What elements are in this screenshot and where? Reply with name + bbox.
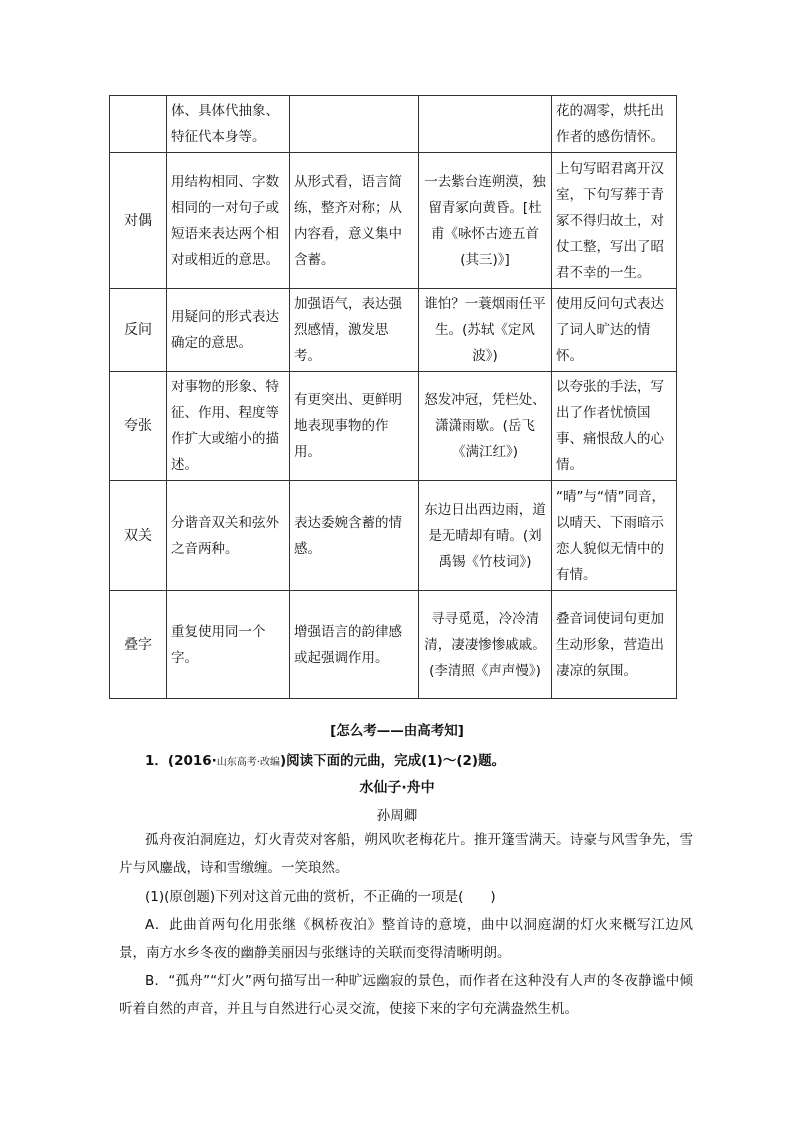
definition-cell-text: 用结构相同、字数相同的一对句子或短语来表达两个相对或相近的意思。	[171, 173, 279, 268]
definition-cell	[167, 96, 290, 153]
table-row	[110, 289, 677, 372]
option-a: A．此曲首两句化用张继《枫桥夜泊》整首诗的意境，曲中以洞庭湖的灯火来概写江边风景，南方水乡冬夜的幽静美丽因与张继诗的关联而变得清晰明朗。	[119, 917, 693, 961]
device-name-cell	[110, 153, 167, 289]
device-name-cell	[110, 481, 167, 591]
sub-question: (1)(原创题)下列对这首元曲的赏析，不正确的一项是( )	[145, 889, 496, 905]
definition-cell-text: 分谐音双关和弦外之音两种。	[171, 514, 279, 557]
section-title: [怎么考——由高考知]	[330, 723, 464, 739]
analysis-cell	[552, 372, 677, 481]
analysis-cell-text: 以夸张的手法，写出了作者忧愤国事、痛恨敌人的心情。	[556, 379, 664, 473]
effect-cell	[290, 372, 419, 481]
device-name-cell-text: 双关	[124, 527, 152, 544]
device-name-cell-text: 叠字	[124, 636, 152, 653]
definition-cell-text: 用疑问的形式表达确定的意思。	[171, 309, 279, 351]
table-row	[110, 153, 677, 289]
device-name-cell	[110, 96, 167, 153]
definition-cell	[167, 153, 290, 289]
device-name-cell-text: 夸张	[124, 418, 152, 434]
device-name-cell	[110, 289, 167, 372]
option-b: B．“孤舟”“灯火”两句描写出一种旷远幽寂的景色，而作者在这种没有人声的冬夜静谧中倾听着自然的声音，并且与自然进行心灵交流，使接下来的字句充满盎然生机。	[119, 973, 693, 1017]
analysis-cell	[552, 481, 677, 591]
analysis-cell	[552, 153, 677, 289]
effect-cell	[290, 153, 419, 289]
analysis-cell	[552, 289, 677, 372]
example-cell	[419, 289, 552, 372]
definition-cell-text: 重复使用同一个字。	[171, 623, 266, 666]
analysis-cell-text: “晴”与“情”同音，以晴天、下雨暗示恋人貌似无情中的有情。	[556, 488, 665, 583]
effect-cell-text: 有更突出、更鲜明地表现事物的作用。	[294, 392, 402, 460]
poem-title: 水仙子·舟中	[359, 780, 435, 796]
analysis-cell-text: 花的凋零，烘托出作者的感伤情怀。	[556, 103, 664, 145]
rhetoric-table	[109, 95, 677, 699]
table-row	[110, 372, 677, 481]
effect-cell	[290, 591, 419, 699]
definition-cell	[167, 289, 290, 372]
analysis-cell	[552, 96, 677, 153]
device-name-cell-text: 反问	[124, 322, 152, 338]
definition-cell	[167, 372, 290, 481]
effect-cell-text: 增强语言的韵律感或起强调作用。	[294, 623, 402, 666]
effect-cell	[290, 289, 419, 372]
analysis-cell	[552, 591, 677, 699]
example-cell-text: 一去紫台连朔漠，独留青冢向黄昏。[杜甫《咏怀古迹五首(其三)》]	[424, 173, 546, 268]
example-cell	[419, 96, 552, 153]
definition-cell	[167, 481, 290, 591]
effect-cell	[290, 481, 419, 591]
device-name-cell	[110, 591, 167, 699]
analysis-cell-text: 上句写昭君离开汉室，下句写葬于青冢不得归故土，对仗工整，写出了昭君不幸的一生。	[556, 160, 664, 281]
table-row	[110, 96, 677, 153]
poem-text: 孤舟夜泊洞庭边，灯火青荧对客船，朔风吹老梅花片。推开篷雪满天。诗豪与风雪争先，雪片与风鏖战，诗和雪缴缠。一笑琅然。	[119, 832, 693, 876]
analysis-cell-text: 叠音词使词句更加生动形象，营造出凄凉的氛围。	[556, 610, 664, 679]
effect-cell-text: 表达委婉含蓄的情感。	[294, 514, 402, 557]
example-cell	[419, 153, 552, 289]
effect-cell-text: 从形式看，语言简练，整齐对称；从内容看，意义集中含蓄。	[294, 173, 402, 268]
question-prefix: 1．(2016·	[145, 753, 217, 769]
question-source: 山东高考·改编	[216, 757, 280, 768]
definition-cell-text: 对事物的形象、特征、作用、程度等作扩大或缩小的描述。	[171, 379, 279, 473]
example-cell	[419, 481, 552, 591]
definition-cell-text: 体、具体代抽象、特征代本身等。	[171, 103, 279, 145]
example-cell-text: 寻寻觅觅，冷冷清清，凄凄惨惨戚戚。(李清照《声声慢》)	[424, 610, 546, 679]
example-cell-text: 东边日出西边雨，道是无晴却有晴。(刘禹锡《竹枝词》)	[424, 501, 546, 570]
example-cell-text: 谁怕？一蓑烟雨任平生。(苏轼《定风波》)	[424, 296, 546, 364]
definition-cell	[167, 591, 290, 699]
example-cell	[419, 591, 552, 699]
table-row	[110, 481, 677, 591]
table-row	[110, 591, 677, 699]
poem-author: 孙周卿	[376, 808, 418, 824]
analysis-cell-text: 使用反问句式表达了词人旷达的情怀。	[556, 296, 664, 364]
device-name-cell	[110, 372, 167, 481]
effect-cell	[290, 96, 419, 153]
effect-cell-text: 加强语气，表达强烈感情，激发思考。	[294, 296, 402, 364]
question-suffix: )阅读下面的元曲，完成(1)～(2)题。	[279, 753, 506, 769]
example-cell	[419, 372, 552, 481]
example-cell-text: 怒发冲冠，凭栏处、潇潇雨歇。(岳飞《满江红》)	[424, 392, 546, 460]
device-name-cell-text: 对偶	[124, 212, 152, 229]
question-1	[145, 749, 505, 769]
